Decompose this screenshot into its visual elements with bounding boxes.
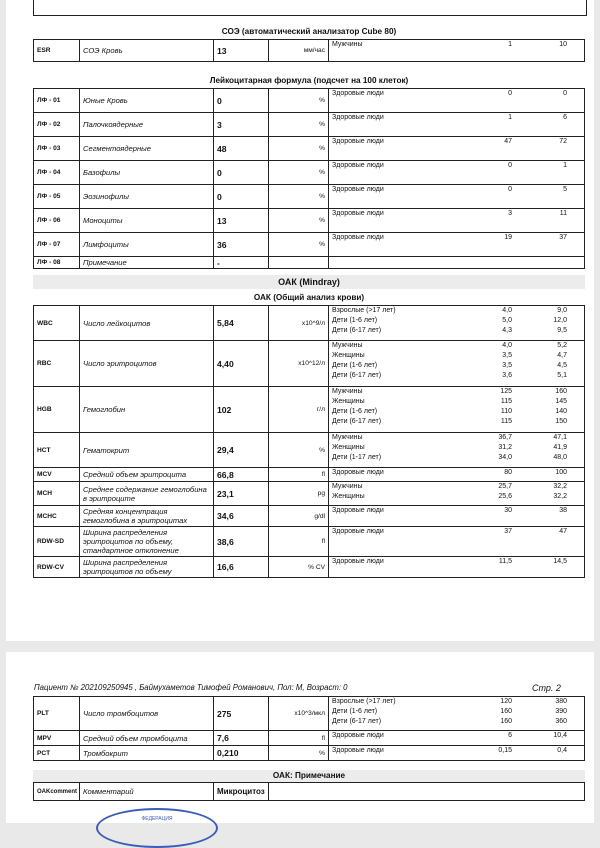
test-code: RDW-CV bbox=[34, 557, 80, 578]
note-band: ОАК: Примечание bbox=[33, 770, 585, 782]
ref-group: Мужчины bbox=[332, 434, 363, 441]
ref-max: 5,1 bbox=[557, 372, 567, 379]
ref-group: Мужчины bbox=[332, 483, 363, 490]
ref-group: Дети (6-17 лет) bbox=[332, 418, 382, 425]
ref-max: 47 bbox=[559, 528, 567, 535]
ref-min: 3,5 bbox=[502, 362, 512, 369]
test-code: PLT bbox=[34, 697, 80, 731]
ref-group: Женщины bbox=[332, 352, 365, 359]
result-row bbox=[34, 89, 585, 113]
ref-min: 4,0 bbox=[502, 307, 512, 314]
result-row bbox=[34, 306, 585, 341]
ref-max: 37 bbox=[559, 234, 567, 241]
reference-ranges bbox=[329, 40, 585, 62]
ref-group: Здоровые люди bbox=[332, 210, 384, 217]
result-row bbox=[34, 387, 585, 433]
reference-ranges bbox=[329, 89, 585, 113]
stamp-text: ФЕДЕРАЦИЯ bbox=[141, 816, 173, 822]
ref-group: Здоровые люди bbox=[332, 747, 384, 754]
reference-line bbox=[329, 185, 584, 195]
test-name: Число тромбоцитов bbox=[80, 697, 214, 731]
ref-max: 47,1 bbox=[553, 434, 567, 441]
result-row bbox=[34, 468, 585, 482]
reference-ranges bbox=[329, 233, 585, 257]
ref-max: 5,2 bbox=[557, 342, 567, 349]
ref-max: 140 bbox=[555, 408, 567, 415]
ref-group: Здоровые люди bbox=[332, 138, 384, 145]
ref-min: 47 bbox=[504, 138, 512, 145]
result-row bbox=[34, 506, 585, 527]
test-value: - bbox=[214, 257, 269, 269]
report-page-1 bbox=[6, 0, 594, 641]
test-unit: % bbox=[269, 433, 329, 468]
test-value: 0 bbox=[214, 89, 269, 113]
test-unit: % bbox=[269, 185, 329, 209]
reference-ranges bbox=[329, 482, 585, 506]
test-unit bbox=[269, 257, 329, 269]
ref-max: 390 bbox=[555, 708, 567, 715]
ref-max: 4,7 bbox=[557, 352, 567, 359]
reference-line bbox=[329, 453, 584, 463]
test-name: Палочкоядерные bbox=[80, 113, 214, 137]
test-value: 38,6 bbox=[214, 527, 269, 557]
comment-table bbox=[33, 782, 585, 801]
ref-group: Здоровые люди bbox=[332, 234, 384, 241]
reference-ranges bbox=[329, 557, 585, 578]
test-value: 66,8 bbox=[214, 468, 269, 482]
reference-ranges bbox=[329, 161, 585, 185]
ref-max: 1 bbox=[563, 162, 567, 169]
reference-line bbox=[329, 341, 584, 351]
reference-ranges bbox=[329, 527, 585, 557]
test-name: Гематокрит bbox=[80, 433, 214, 468]
reference-ranges bbox=[329, 433, 585, 468]
ref-min: 37 bbox=[504, 528, 512, 535]
test-unit: fl bbox=[269, 731, 329, 746]
reference-ranges bbox=[329, 113, 585, 137]
page-number: Стр. 2 bbox=[532, 683, 561, 693]
ref-group: Здоровые люди bbox=[332, 558, 384, 565]
ref-max: 9,5 bbox=[557, 327, 567, 334]
ref-min: 110 bbox=[500, 408, 512, 415]
ref-min: 125 bbox=[500, 388, 512, 395]
ref-min: 0 bbox=[508, 162, 512, 169]
reference-line bbox=[329, 527, 584, 537]
test-unit: % bbox=[269, 89, 329, 113]
ref-max: 32,2 bbox=[553, 493, 567, 500]
reference-ranges bbox=[329, 341, 585, 387]
reference-line bbox=[329, 306, 584, 316]
reference-line bbox=[329, 326, 584, 336]
test-code: ЛФ - 08 bbox=[34, 257, 80, 269]
ref-max: 32,2 bbox=[553, 483, 567, 490]
ref-min: 34,0 bbox=[498, 454, 512, 461]
test-name: Эозинофилы bbox=[80, 185, 214, 209]
test-unit: g/dl bbox=[269, 506, 329, 527]
reference-ranges bbox=[329, 731, 585, 746]
test-value: 0 bbox=[214, 161, 269, 185]
ref-group: Здоровые люди bbox=[332, 114, 384, 121]
result-row bbox=[34, 137, 585, 161]
leuko-table bbox=[33, 88, 585, 269]
ref-min: 31,2 bbox=[498, 444, 512, 451]
test-name: Средняя концентрация гемоглобина в эритроцитах bbox=[80, 506, 214, 527]
test-name: Ширина распределения эритроцитов по объему, стандартное отклонение bbox=[80, 527, 214, 557]
test-code: MCHC bbox=[34, 506, 80, 527]
ref-group: Здоровые люди bbox=[332, 162, 384, 169]
reference-ranges bbox=[329, 506, 585, 527]
test-value: 0 bbox=[214, 185, 269, 209]
ref-group: Женщины bbox=[332, 493, 365, 500]
reference-ranges bbox=[329, 697, 585, 731]
test-value: 0,210 bbox=[214, 746, 269, 761]
test-unit: г/л bbox=[269, 387, 329, 433]
ref-group: Мужчины bbox=[332, 342, 363, 349]
ref-group: Женщины bbox=[332, 398, 365, 405]
ref-min: 115 bbox=[500, 418, 512, 425]
ref-min: 3,5 bbox=[502, 352, 512, 359]
reference-line bbox=[329, 506, 584, 516]
test-code: ESR bbox=[34, 40, 80, 62]
ref-group: Взрослые (>17 лет) bbox=[332, 698, 396, 705]
esr-section-title: СОЭ (автоматический анализатор Cube 80) bbox=[221, 27, 397, 36]
platelet-table bbox=[33, 696, 585, 761]
reference-line bbox=[329, 707, 584, 717]
test-unit: x10^3/мкл bbox=[269, 697, 329, 731]
result-row bbox=[34, 746, 585, 761]
reference-line bbox=[329, 717, 584, 727]
patient-line: Пациент № 202109250945 , Баймухаметов Тимофей Романович, Пол: М, Возраст: 0 bbox=[34, 683, 348, 692]
ref-group: Здоровые люди bbox=[332, 90, 384, 97]
test-value: 13 bbox=[214, 209, 269, 233]
ref-min: 0 bbox=[508, 186, 512, 193]
test-value: 5,84 bbox=[214, 306, 269, 341]
test-unit: x10^9/л bbox=[269, 306, 329, 341]
test-unit: x10^12/л bbox=[269, 341, 329, 387]
ref-group: Дети (1-6 лет) bbox=[332, 708, 378, 715]
ref-min: 3 bbox=[508, 210, 512, 217]
test-code: PCT bbox=[34, 746, 80, 761]
reference-line bbox=[329, 397, 584, 407]
test-code: WBC bbox=[34, 306, 80, 341]
result-row bbox=[34, 40, 585, 62]
reference-line bbox=[329, 233, 584, 243]
test-name: Примечание bbox=[80, 257, 214, 269]
reference-line bbox=[329, 387, 584, 397]
ref-max: 150 bbox=[555, 418, 567, 425]
reference-line bbox=[329, 443, 584, 453]
reference-ranges bbox=[329, 746, 585, 761]
test-value: 3 bbox=[214, 113, 269, 137]
test-unit: мм/час bbox=[269, 40, 329, 62]
result-row bbox=[34, 233, 585, 257]
test-name: Лимфоциты bbox=[80, 233, 214, 257]
reference-line bbox=[329, 557, 584, 567]
ref-min: 4,3 bbox=[502, 327, 512, 334]
ref-min: 4,0 bbox=[502, 342, 512, 349]
ref-min: 25,7 bbox=[498, 483, 512, 490]
ref-min: 0 bbox=[508, 90, 512, 97]
reference-ranges bbox=[329, 137, 585, 161]
ref-group: Дети (6-17 лет) bbox=[332, 327, 382, 334]
result-row bbox=[34, 209, 585, 233]
test-code: ЛФ - 01 bbox=[34, 89, 80, 113]
reference-ranges bbox=[329, 185, 585, 209]
ref-group: Мужчины bbox=[332, 41, 363, 48]
esr-table bbox=[33, 39, 585, 62]
ref-max: 360 bbox=[555, 718, 567, 725]
test-unit: % bbox=[269, 209, 329, 233]
result-row bbox=[34, 161, 585, 185]
oak-section-title: ОАК (Общий анализ крови) bbox=[253, 293, 365, 302]
test-value: 36 bbox=[214, 233, 269, 257]
result-row bbox=[34, 731, 585, 746]
test-name: Базофилы bbox=[80, 161, 214, 185]
ref-group: Здоровые люди bbox=[332, 507, 384, 514]
reference-ranges bbox=[329, 306, 585, 341]
result-row bbox=[34, 257, 585, 269]
test-unit: % CV bbox=[269, 557, 329, 578]
reference-line bbox=[329, 209, 584, 219]
result-row bbox=[34, 482, 585, 506]
ref-min: 30 bbox=[504, 507, 512, 514]
ref-min: 160 bbox=[500, 708, 512, 715]
ref-max: 0 bbox=[563, 90, 567, 97]
clinic-stamp bbox=[96, 808, 218, 848]
reference-line bbox=[329, 161, 584, 171]
test-name: Ширина распределения эритроцитов по объему bbox=[80, 557, 214, 578]
ref-min: 25,6 bbox=[498, 493, 512, 500]
reference-line bbox=[329, 468, 584, 478]
ref-max: 10 bbox=[559, 41, 567, 48]
reference-line bbox=[329, 89, 584, 99]
test-name: Число эритроцитов bbox=[80, 341, 214, 387]
reference-line bbox=[329, 316, 584, 326]
reference-line bbox=[329, 371, 584, 381]
reference-line bbox=[329, 746, 584, 756]
ref-max: 100 bbox=[555, 469, 567, 476]
test-code: HGB bbox=[34, 387, 80, 433]
test-code: ЛФ - 07 bbox=[34, 233, 80, 257]
previous-table-edge bbox=[33, 0, 587, 16]
ref-min: 115 bbox=[500, 398, 512, 405]
ref-group: Здоровые люди bbox=[332, 732, 384, 739]
ref-group: Дети (1-6 лет) bbox=[332, 408, 378, 415]
ref-max: 9,0 bbox=[557, 307, 567, 314]
ref-max: 12,0 bbox=[553, 317, 567, 324]
test-unit: % bbox=[269, 746, 329, 761]
ref-max: 11 bbox=[559, 210, 567, 217]
reference-ranges bbox=[329, 209, 585, 233]
result-row bbox=[34, 341, 585, 387]
ref-min: 120 bbox=[500, 698, 512, 705]
ref-group: Дети (6-17 лет) bbox=[332, 372, 382, 379]
ref-group: Здоровые люди bbox=[332, 469, 384, 476]
ref-max: 380 bbox=[555, 698, 567, 705]
test-unit: pg bbox=[269, 482, 329, 506]
test-value: 13 bbox=[214, 40, 269, 62]
comment-value: Микроцитоз bbox=[214, 783, 269, 801]
test-unit: fl bbox=[269, 468, 329, 482]
test-name: Средний объем тромбоцита bbox=[80, 731, 214, 746]
ref-group: Дети (1-6 лет) bbox=[332, 317, 378, 324]
ref-max: 4,5 bbox=[557, 362, 567, 369]
report-page-2 bbox=[6, 652, 594, 823]
ref-min: 1 bbox=[508, 114, 512, 121]
ref-group: Здоровые люди bbox=[332, 186, 384, 193]
ref-group: Дети (1-17 лет) bbox=[332, 454, 382, 461]
result-row bbox=[34, 113, 585, 137]
reference-line bbox=[329, 113, 584, 123]
reference-line bbox=[329, 482, 584, 492]
test-name: Среднее содержание гемоглобина в эритроците bbox=[80, 482, 214, 506]
ref-min: 6 bbox=[508, 732, 512, 739]
ref-min: 3,6 bbox=[502, 372, 512, 379]
ref-min: 160 bbox=[500, 718, 512, 725]
test-value: 23,1 bbox=[214, 482, 269, 506]
leuko-section-title: Лейкоцитарная формула (подсчет на 100 клеток) bbox=[209, 76, 409, 85]
comment-code: OAKcomment bbox=[34, 783, 80, 801]
ref-max: 14,5 bbox=[553, 558, 567, 565]
test-unit: % bbox=[269, 233, 329, 257]
test-code: ЛФ - 04 bbox=[34, 161, 80, 185]
test-code: RBC bbox=[34, 341, 80, 387]
ref-group: Здоровые люди bbox=[332, 528, 384, 535]
reference-line bbox=[329, 731, 584, 741]
test-name: Сегментоядерные bbox=[80, 137, 214, 161]
ref-max: 6 bbox=[563, 114, 567, 121]
test-unit: fl bbox=[269, 527, 329, 557]
ref-group: Взрослые (>17 лет) bbox=[332, 307, 396, 314]
ref-max: 145 bbox=[555, 398, 567, 405]
result-row bbox=[34, 557, 585, 578]
result-row bbox=[34, 527, 585, 557]
result-row bbox=[34, 433, 585, 468]
reference-line bbox=[329, 40, 584, 50]
test-name: СОЭ Кровь bbox=[80, 40, 214, 62]
ref-max: 38 bbox=[559, 507, 567, 514]
test-value: 34,6 bbox=[214, 506, 269, 527]
test-name: Моноциты bbox=[80, 209, 214, 233]
test-unit: % bbox=[269, 113, 329, 137]
test-value: 48 bbox=[214, 137, 269, 161]
ref-group: Дети (1-6 лет) bbox=[332, 362, 378, 369]
result-row bbox=[34, 185, 585, 209]
test-code: MCV bbox=[34, 468, 80, 482]
test-code: ЛФ - 02 bbox=[34, 113, 80, 137]
test-name: Число лейкоцитов bbox=[80, 306, 214, 341]
ref-min: 80 bbox=[504, 469, 512, 476]
test-code: RDW-SD bbox=[34, 527, 80, 557]
test-unit: % bbox=[269, 137, 329, 161]
ref-max: 0,4 bbox=[557, 747, 567, 754]
reference-line bbox=[329, 417, 584, 427]
test-code: ЛФ - 03 bbox=[34, 137, 80, 161]
test-code: HCT bbox=[34, 433, 80, 468]
ref-max: 41,9 bbox=[553, 444, 567, 451]
reference-line bbox=[329, 137, 584, 147]
ref-max: 160 bbox=[555, 388, 567, 395]
reference-ranges bbox=[329, 387, 585, 433]
comment-row bbox=[34, 783, 585, 801]
test-value: 102 bbox=[214, 387, 269, 433]
test-code: ЛФ - 05 bbox=[34, 185, 80, 209]
test-value: 7,6 bbox=[214, 731, 269, 746]
reference-line bbox=[329, 361, 584, 371]
oak-table bbox=[33, 305, 585, 578]
test-name: Средний объем эритроцита bbox=[80, 468, 214, 482]
reference-line bbox=[329, 407, 584, 417]
ref-min: 1 bbox=[508, 41, 512, 48]
ref-group: Дети (6-17 лет) bbox=[332, 718, 382, 725]
reference-line bbox=[329, 492, 584, 502]
test-name: Тромбокрит bbox=[80, 746, 214, 761]
test-value: 29,4 bbox=[214, 433, 269, 468]
test-value: 16,6 bbox=[214, 557, 269, 578]
test-code: ЛФ - 06 bbox=[34, 209, 80, 233]
oak-band: ОАК (Mindray) bbox=[33, 275, 585, 289]
reference-ranges bbox=[329, 468, 585, 482]
ref-max: 10,4 bbox=[553, 732, 567, 739]
ref-max: 48,0 bbox=[553, 454, 567, 461]
test-code: MPV bbox=[34, 731, 80, 746]
comment-ref-empty bbox=[269, 783, 585, 801]
ref-max: 72 bbox=[559, 138, 567, 145]
ref-min: 19 bbox=[504, 234, 512, 241]
test-unit: % bbox=[269, 161, 329, 185]
ref-group: Женщины bbox=[332, 444, 365, 451]
reference-line bbox=[329, 433, 584, 443]
ref-min: 36,7 bbox=[498, 434, 512, 441]
test-value: 275 bbox=[214, 697, 269, 731]
reference-ranges bbox=[329, 257, 585, 269]
test-code: MCH bbox=[34, 482, 80, 506]
ref-max: 5 bbox=[563, 186, 567, 193]
test-value: 4,40 bbox=[214, 341, 269, 387]
reference-line bbox=[329, 697, 584, 707]
ref-min: 11,5 bbox=[498, 558, 512, 565]
comment-name: Комментарий bbox=[80, 783, 214, 801]
ref-min: 5,0 bbox=[502, 317, 512, 324]
test-name: Гемоглобин bbox=[80, 387, 214, 433]
result-row bbox=[34, 697, 585, 731]
ref-min: 0,15 bbox=[498, 747, 512, 754]
ref-group: Мужчины bbox=[332, 388, 363, 395]
test-name: Юные Кровь bbox=[80, 89, 214, 113]
reference-line bbox=[329, 351, 584, 361]
